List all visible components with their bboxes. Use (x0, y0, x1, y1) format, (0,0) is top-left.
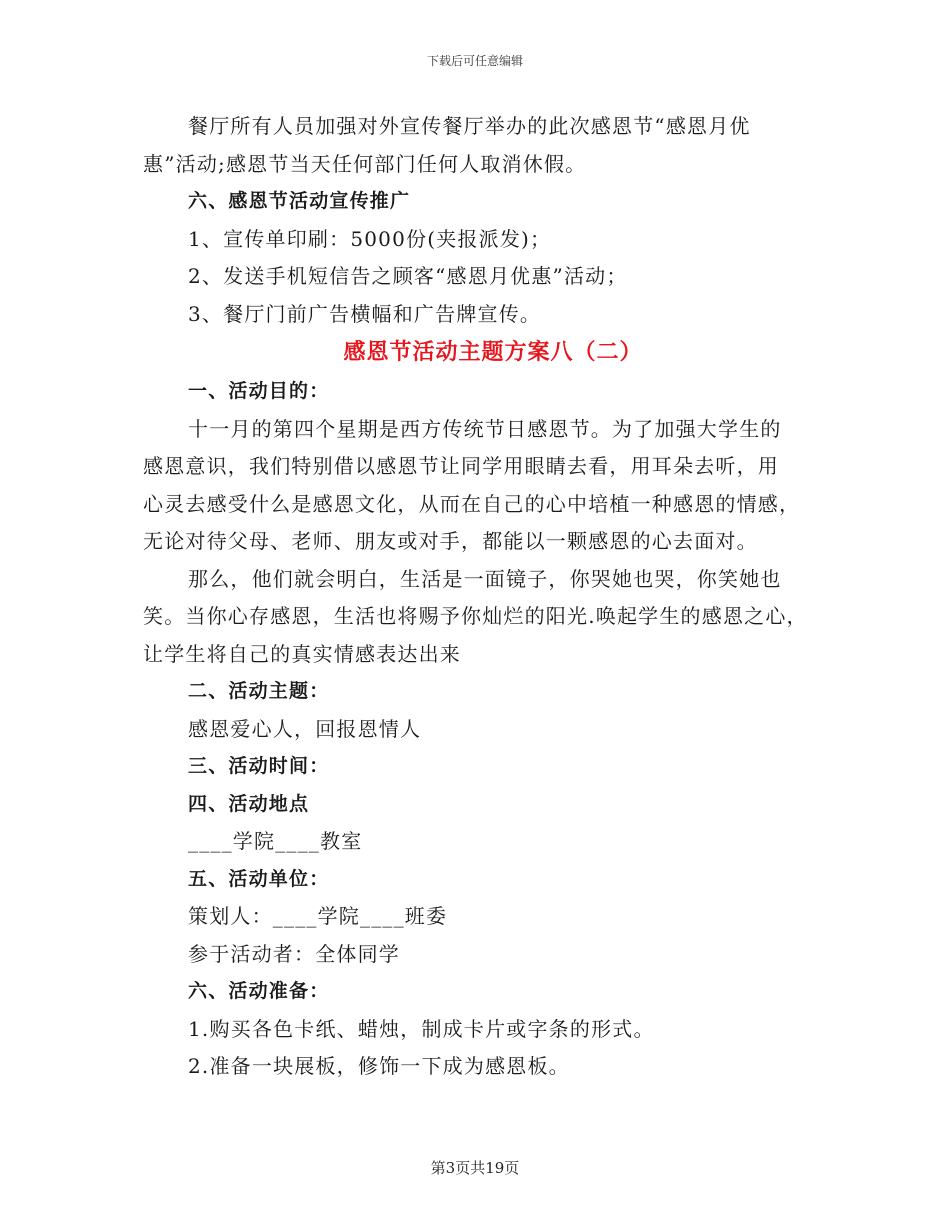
list-line: 2.准备一块展板，修饰一下成为感恩板。 (188, 1054, 570, 1078)
list-line: 感恩爱心人，回报恩情人 (188, 716, 422, 741)
list-line: 策划人：____学院____班委 (188, 904, 448, 928)
paragraph-line: 心灵去感受什么是感恩文化，从而在自己的心中培植一种感恩的情感， (143, 491, 801, 516)
paragraph-line: 十一月的第四个星期是西方传统节日感恩节。为了加强大学生的 (188, 416, 782, 441)
paragraph-line: 餐厅所有人员加强对外宣传餐厅举办的此次感恩节“感恩月优 (188, 114, 751, 138)
section-heading: 四、活动地点 (188, 792, 310, 815)
section-heading: 六、感恩节活动宣传推广 (188, 190, 411, 212)
paragraph-line: 惠”活动;感恩节当天任何部门任何人取消休假。 (143, 151, 587, 176)
page-header: 下载后可任意编辑 (426, 54, 523, 68)
section-heading: 六、活动准备： (188, 980, 330, 1002)
section-heading: 五、活动单位： (188, 867, 330, 890)
document-title: 感恩节活动主题方案八（二） (343, 340, 643, 365)
paragraph-line: 无论对待父母、老师、朋友或对手，都能以一颗感恩的心去面对。 (143, 529, 758, 553)
paragraph-line: 笑。当你心存感恩，生活也将赐予你灿烂的阳光.唤起学生的感恩之心， (143, 604, 808, 628)
list-line: 3、餐厅门前广告横幅和广告牌宣传。 (188, 301, 542, 326)
list-line: ____学院____教室 (188, 829, 363, 853)
section-heading: 二、活动主题： (188, 680, 330, 702)
paragraph-line: 那么，他们就会明白，生活是一面镜子，你哭她也哭，你笑她也 (188, 566, 782, 591)
list-line: 1.购买各色卡纸、蜡烛，制成卡片或字条的形式。 (188, 1016, 655, 1041)
paragraph-line: 让学生将自己的真实情感表达出来 (143, 641, 461, 666)
list-line: 参于活动者：全体同学 (188, 941, 400, 966)
page-footer: 第3页共19页 (430, 1159, 520, 1177)
list-line: 2、发送手机短信告之顾客“感恩月优惠”活动； (188, 264, 628, 288)
list-line: 1、宣传单印刷：5000份(夹报派发)； (188, 226, 552, 251)
section-heading: 三、活动时间： (188, 755, 330, 777)
section-heading: 一、活动目的： (188, 380, 330, 402)
document-body (143, 108, 823, 1086)
paragraph-line: 感恩意识，我们特别借以感恩节让同学用眼睛去看，用耳朵去听，用 (143, 454, 779, 478)
